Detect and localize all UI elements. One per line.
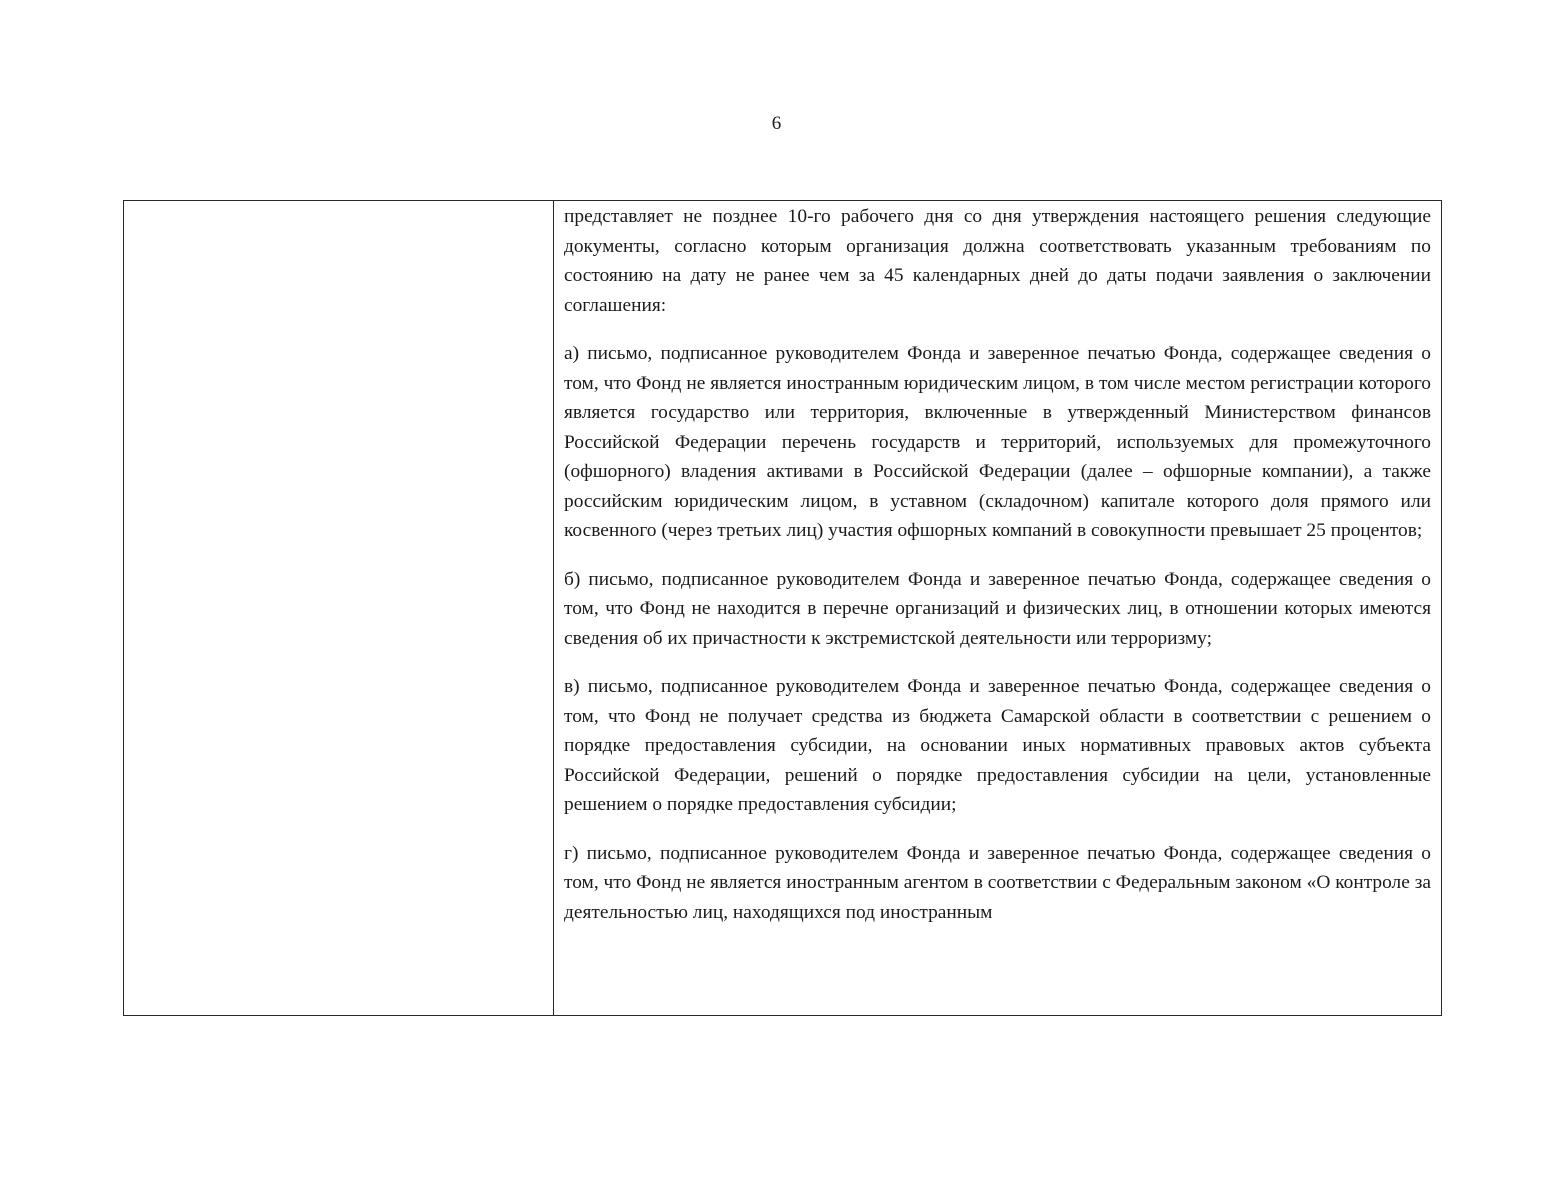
document-table — [123, 200, 1442, 1016]
table-right-cell — [554, 201, 1441, 1015]
paragraph-item-a: а) письмо, подписанное руководителем Фонда и заверенное печатью Фонда, содержащее сведения о том, что Фонд не является иностранным юридическим лицом, в том числе местом регистрации которого является государство или территория, включенные в утвержденный Министерством финансов Российской Федерации перечень государств и территорий, используемых для промежуточного (офшорного) владения активами в Российской Федерации (далее – офшорные компании), а также российским юридическим лицом, в уставном (складочном) капитале которого доля прямого или косвенного (через третьих лиц) участия офшорных компаний в совокупности превышает 25 процентов; — [564, 343, 1431, 541]
paragraph-intro: представляет не позднее 10-го рабочего дня со дня утверждения настоящего решения следующие документы, согласно которым организация должна соответствовать указанным требованиям по состоянию на дату не ранее чем за 45 календарных дней до даты подачи заявления о заключении соглашения: — [564, 206, 1431, 316]
paragraph-item-g: г) письмо, подписанное руководителем Фонда и заверенное печатью Фонда, содержащее сведения о том, что Фонд не является иностранным агентом в соответствии с Федеральным законом «О контроле за деятельностью лиц, находящихся под иностранным — [564, 842, 1431, 923]
page-number: 6 — [771, 113, 782, 134]
table-left-cell — [124, 201, 554, 1015]
paragraph-item-v: в) письмо, подписанное руководителем Фонда и заверенное печатью Фонда, содержащее сведения о том, что Фонд не получает средства из бюджета Самарской области в соответствии с решением о порядке предоставления субсидии, на основании иных нормативных правовых актов субъекта Российской Федерации, решений о порядке предоставления субсидии на цели, установленные решением о порядке предоставления субсидии; — [564, 676, 1431, 815]
paragraph-item-b: б) письмо, подписанное руководителем Фонда и заверенное печатью Фонда, содержащее сведения о том, что Фонд не находится в перечне организаций и физических лиц, в отношении которых имеются сведения об их причастности к экстремистской деятельности или терроризму; — [564, 568, 1431, 649]
